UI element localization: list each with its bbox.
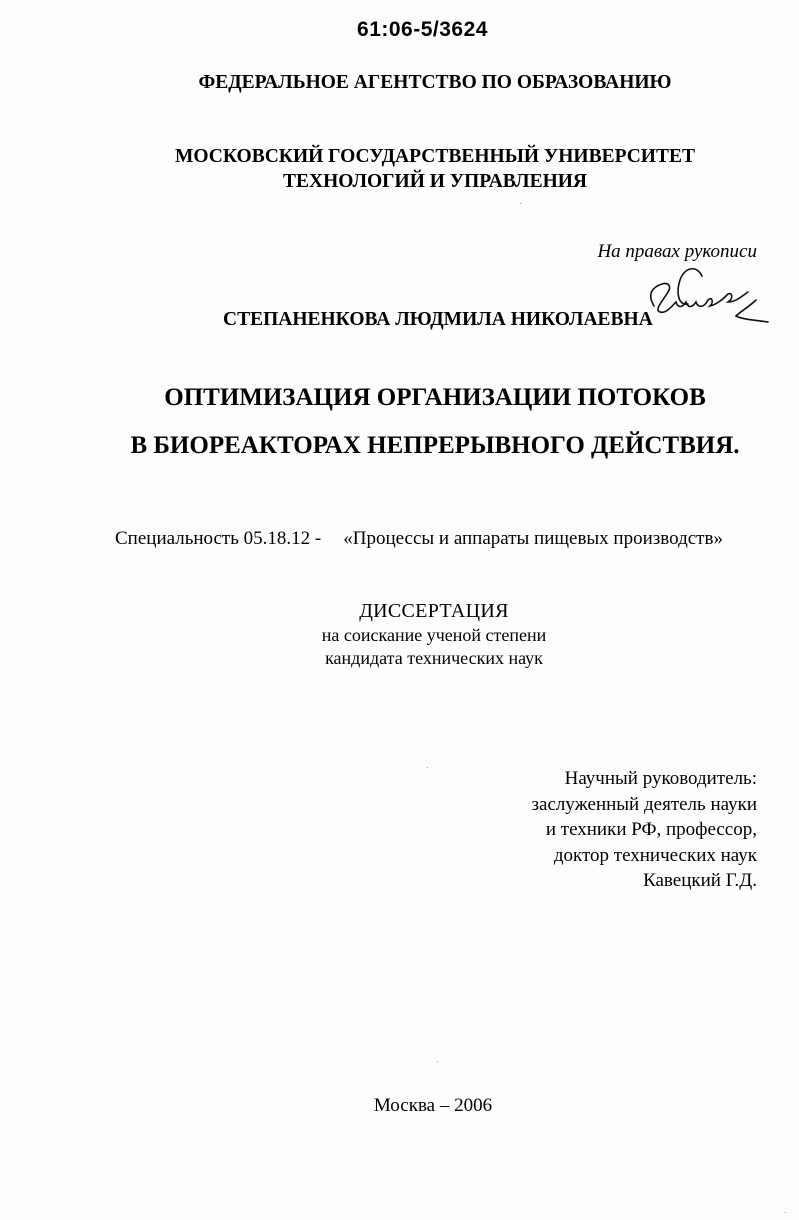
specialty [115,528,723,550]
university-name [0,144,799,194]
advisor-line-1: Научный руководитель: [564,768,757,789]
agency-name: ФЕДЕРАЛЬНОЕ АГЕНТСТВО ПО ОБРАЗОВАНИЮ [198,72,672,93]
scan-speck [520,203,521,204]
degree-line-1: на соискание ученой степени [321,625,547,645]
city-year: Москва – 2006 [373,1095,493,1116]
advisor-line-4: доктор технических наук [553,844,757,866]
university-line-1: МОСКОВСКИЙ ГОСУДАРСТВЕННЫЙ УНИВЕРСИТЕТ [175,146,695,167]
dissertation-title [0,374,799,470]
degree-block [0,598,799,670]
scan-speck [785,1212,786,1213]
title-line-2: В БИОРЕАКТОРАХ НЕПРЕРЫВНОГО ДЕЙСТВИЯ. [130,432,740,459]
title-line-1: ОПТИМИЗАЦИЯ ОРГАНИЗАЦИИ ПОТОКОВ [164,384,706,411]
advisor-line-5: Кавецкий Г.Д. [643,870,757,891]
specialty-label: Специальность 05.18.12 - [115,528,322,549]
specialty-name: «Процессы и аппараты пищевых производств» [343,528,723,549]
advisor-line-3: и техники РФ, профессор, [545,819,757,840]
advisor-line-2: заслуженный деятель науки [531,793,757,815]
catalog-number: 61:06-5/3624 [357,18,488,41]
author-name: СТЕПАНЕНКОВА ЛЮДМИЛА НИКОЛАЕВНА [223,309,653,330]
university-line-2: ТЕХНОЛОГИЙ И УПРАВЛЕНИЯ [282,171,587,192]
scientific-advisor [532,766,757,894]
manuscript-rights-note: На правах рукописи [597,241,757,262]
scan-speck [437,1061,438,1062]
degree-heading: ДИССЕРТАЦИЯ [359,600,509,622]
handwritten-signature-icon [640,262,770,334]
degree-line-2: кандидата технических наук [325,648,543,668]
scan-speck [427,767,428,768]
